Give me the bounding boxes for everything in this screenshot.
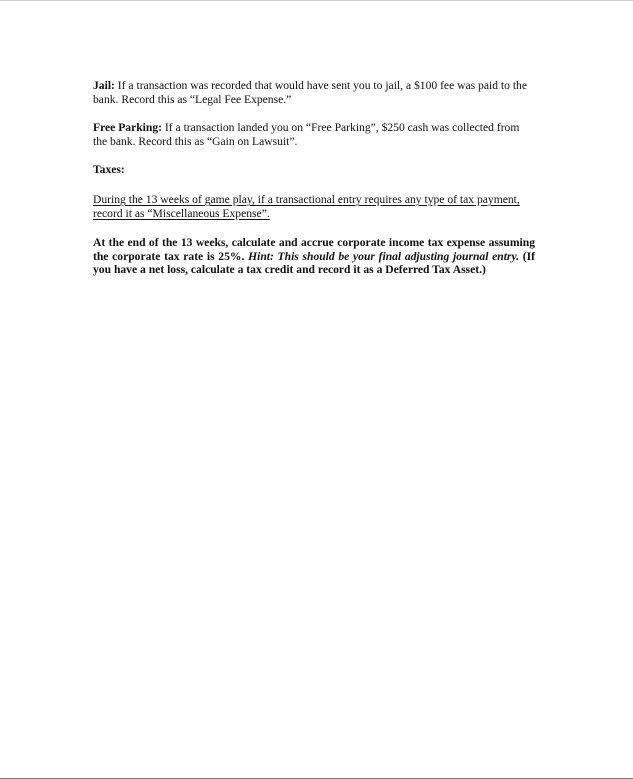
free-parking-label: Free Parking: xyxy=(93,121,163,135)
taxes-underlined-text: During the 13 weeks of game play, if a transactional entry requires any type of tax payment, record it as “Miscellaneous Expense”. xyxy=(93,192,520,220)
corporate-tax-text-2: (If you have a net loss, calculate a tax credit and record it as a Deferred Tax Asset.) xyxy=(93,249,535,277)
taxes-heading: Taxes: xyxy=(93,163,125,177)
jail-text: If a transaction was recorded that would have sent you to jail, a $100 fee was paid to the bank. Record this as “Legal Fee Expense.” xyxy=(93,79,527,106)
corporate-tax-text-1: At the end of the 13 weeks, calculate and accrue corporate income tax expense assuming the corporate tax rate is 25%. xyxy=(93,236,535,263)
corporate-tax-hint: Hint: This should be your final adjusting journal entry. xyxy=(248,249,520,263)
corporate-tax-paragraph xyxy=(93,236,535,277)
jail-label: Jail: xyxy=(93,79,115,92)
free-parking-text: If a transaction landed you on “Free Parking”, $250 cash was collected from the bank. Record this as “Gain on Lawsuit”. xyxy=(93,121,520,148)
taxes-paragraph xyxy=(93,193,535,220)
page-content xyxy=(93,79,535,277)
jail-paragraph xyxy=(93,79,535,106)
free-parking-paragraph xyxy=(93,121,535,148)
